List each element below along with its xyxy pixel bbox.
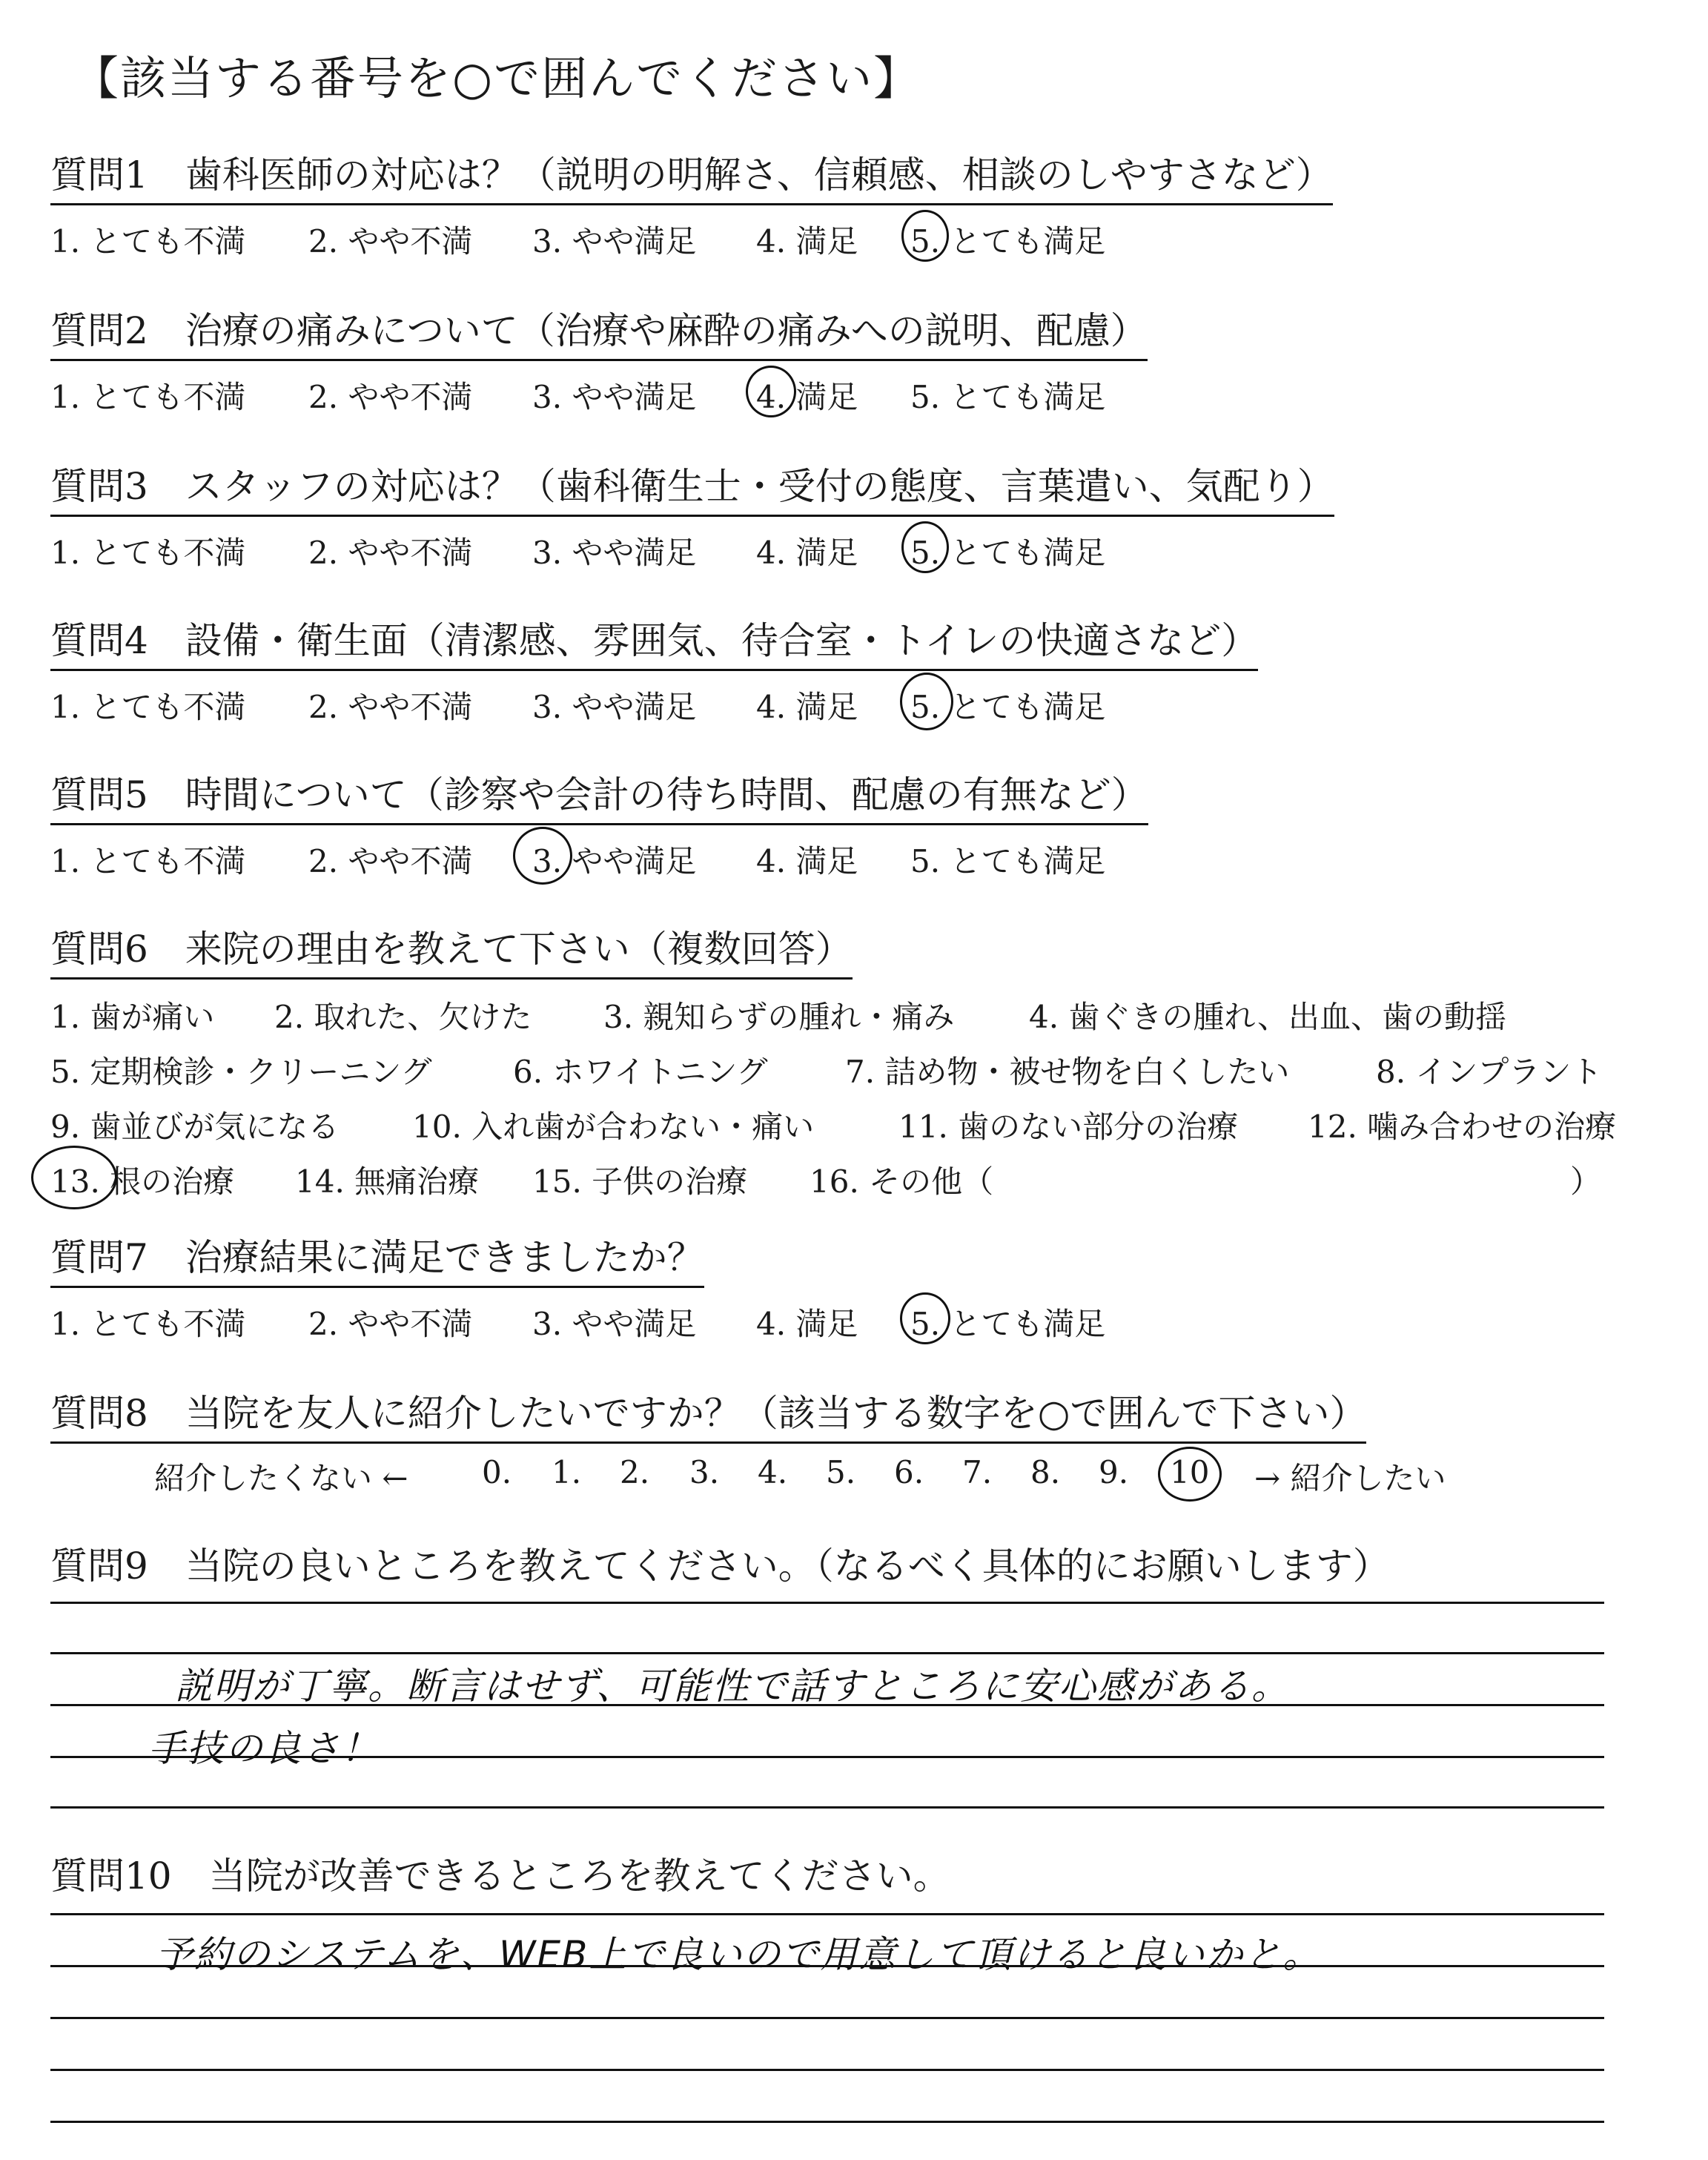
q2-option-3[interactable]: 3. やや満足 xyxy=(532,379,697,415)
q8-option-6[interactable]: 6. xyxy=(894,1454,924,1490)
q3-option-5[interactable]: 5. とても満足 xyxy=(910,535,1106,571)
q7-option-4[interactable]: 4. 満足 xyxy=(756,1306,858,1342)
q6-option-5[interactable]: 5. 定期検診・クリーニング xyxy=(50,1054,432,1090)
q8-selection-circle xyxy=(1158,1447,1222,1502)
question-7-label: 質問7 治療結果に満足できましたか？ xyxy=(50,1228,704,1288)
question-6 xyxy=(50,919,1617,1208)
question-5-label: 質問5 時間について（診察や会計の待ち時間、配慮の有無など） xyxy=(50,765,1148,825)
question-1-label: 質問1 歯科医師の対応は？（説明の明解さ、信頼感、相談のしやすさなど） xyxy=(50,145,1333,205)
q8-option-5[interactable]: 5. xyxy=(826,1454,856,1490)
question-6-label: 質問6 来院の理由を教えて下さい（複数回答） xyxy=(50,919,853,980)
q10-answer-line-3 xyxy=(50,2017,1604,2019)
question-10-label: 質問10 当院が改善できるところを教えてください。 xyxy=(50,1855,950,1898)
q5-option-3[interactable]: 3. やや満足 xyxy=(532,843,697,879)
q4-option-4[interactable]: 4. 満足 xyxy=(756,689,858,725)
q6-option-11[interactable]: 11. 歯のない部分の治療 xyxy=(898,1109,1239,1145)
question-8 xyxy=(50,1384,1446,1499)
q7-selection-circle xyxy=(900,1292,950,1344)
q5-option-2[interactable]: 2. やや不満 xyxy=(308,843,473,879)
question-9 xyxy=(50,1536,1390,1590)
question-3 xyxy=(50,457,1334,570)
q1-option-5[interactable]: 5. とても満足 xyxy=(910,223,1106,260)
q6-option-10[interactable]: 10. 入れ歯が合わない・痛い xyxy=(412,1109,815,1145)
q5-option-1[interactable]: 1. とても不満 xyxy=(50,843,246,879)
q1-option-4[interactable]: 4. 満足 xyxy=(756,223,858,260)
q3-option-1[interactable]: 1. とても不満 xyxy=(50,535,246,571)
q8-option-7[interactable]: 7. xyxy=(962,1454,993,1490)
q6-option-4[interactable]: 4. 歯ぐきの腫れ、出血、歯の動揺 xyxy=(1029,999,1506,1035)
q8-option-4[interactable]: 4. xyxy=(758,1454,788,1490)
q8-option-3[interactable]: 3. xyxy=(689,1454,720,1490)
question-4 xyxy=(50,611,1258,724)
q5-option-5[interactable]: 5. とても満足 xyxy=(910,843,1106,879)
question-7-options xyxy=(50,1300,1106,1342)
q6-option-6[interactable]: 6. ホワイトニング xyxy=(513,1054,768,1090)
q2-selection-circle xyxy=(746,366,796,417)
question-2-label: 質問2 治療の痛みについて（治療や麻酔の痛みへの説明、配慮） xyxy=(50,301,1148,361)
question-6-options xyxy=(50,988,1617,1208)
q8-right-label: → 紹介したい xyxy=(1254,1460,1446,1496)
q10-answer-line-1 xyxy=(50,1913,1604,1915)
q8-left-label: 紹介したくない ← xyxy=(154,1460,408,1496)
q10-answer-line-4 xyxy=(50,2069,1604,2071)
q4-option-3[interactable]: 3. やや満足 xyxy=(532,689,697,725)
q6-option-14[interactable]: 14. 無痛治療 xyxy=(295,1163,480,1200)
q9-answer-text-1[interactable]: 説明が丁寧。断言はせず、可能性で話すところに安心感がある。 xyxy=(175,1665,1290,1708)
q1-option-1[interactable]: 1. とても不満 xyxy=(50,223,246,260)
q9-answer-line-5 xyxy=(50,1806,1604,1809)
q4-selection-circle xyxy=(900,673,953,730)
q8-option-10[interactable]: 10 xyxy=(1170,1454,1210,1490)
q6-option-2[interactable]: 2. 取れた、欠けた xyxy=(274,999,532,1035)
q3-option-4[interactable]: 4. 満足 xyxy=(756,535,858,571)
q2-option-1[interactable]: 1. とても不満 xyxy=(50,379,246,415)
q6-option-7[interactable]: 7. 詰め物・被せ物を白くしたい xyxy=(845,1054,1290,1090)
q2-option-2[interactable]: 2. やや不満 xyxy=(308,379,473,415)
q2-option-4[interactable]: 4. 満足 xyxy=(756,379,858,415)
q10-answer-line-5 xyxy=(50,2121,1604,2123)
q8-option-9[interactable]: 9. xyxy=(1099,1454,1129,1490)
question-4-label: 質問4 設備・衛生面（清潔感、雰囲気、待合室・トイレの快適さなど） xyxy=(50,611,1258,671)
question-7 xyxy=(50,1228,1106,1342)
q6-option-1[interactable]: 1. 歯が痛い xyxy=(50,999,215,1035)
q1-option-3[interactable]: 3. やや満足 xyxy=(532,223,697,260)
question-4-options xyxy=(50,683,1258,724)
q3-selection-circle xyxy=(901,521,949,573)
question-3-options xyxy=(50,529,1334,570)
page-title: 【該当する番号を○で囲んでください】 xyxy=(73,51,921,105)
q6-option-16[interactable]: 16. その他（ xyxy=(810,1163,994,1200)
q6-option-3[interactable]: 3. 親知らずの腫れ・痛み xyxy=(603,999,955,1035)
question-2-options xyxy=(50,373,1148,415)
q6-selection-circle xyxy=(31,1146,117,1209)
q6-option-8[interactable]: 8. インプラント xyxy=(1376,1054,1603,1090)
q8-option-0[interactable]: 0. xyxy=(482,1454,512,1490)
question-1 xyxy=(50,145,1333,259)
q6-option-9[interactable]: 9. 歯並びが気になる xyxy=(50,1109,340,1145)
q8-option-1[interactable]: 1. xyxy=(552,1454,582,1490)
q10-answer-text-1[interactable]: 予約のシステムを、WEB上で良いので用意して頂けると良いかと。 xyxy=(156,1933,1322,1976)
q6-other-close-paren: ） xyxy=(1570,1163,1602,1200)
question-1-options xyxy=(50,217,1333,259)
q6-option-13[interactable]: 13. 根の治療 xyxy=(50,1163,235,1200)
q1-selection-circle xyxy=(901,210,949,262)
q7-option-5[interactable]: 5. とても満足 xyxy=(910,1306,1106,1342)
q7-option-1[interactable]: 1. とても不満 xyxy=(50,1306,246,1342)
q5-option-4[interactable]: 4. 満足 xyxy=(756,843,858,879)
q1-option-2[interactable]: 2. やや不満 xyxy=(308,223,473,260)
q3-option-2[interactable]: 2. やや不満 xyxy=(308,535,473,571)
q5-selection-circle xyxy=(513,827,572,885)
q9-answer-line-2 xyxy=(50,1652,1604,1654)
q4-option-1[interactable]: 1. とても不満 xyxy=(50,689,246,725)
q9-answer-line-1 xyxy=(50,1602,1604,1604)
q6-option-15[interactable]: 15. 子供の治療 xyxy=(532,1163,748,1200)
question-8-label: 質問8 当院を友人に紹介したいですか？（該当する数字を○で囲んで下さい） xyxy=(50,1384,1366,1444)
question-3-label: 質問3 スタッフの対応は？（歯科衛生士・受付の態度、言葉遣い、気配り） xyxy=(50,457,1334,517)
question-5 xyxy=(50,765,1148,879)
q4-option-2[interactable]: 2. やや不満 xyxy=(308,689,473,725)
q7-option-3[interactable]: 3. やや満足 xyxy=(532,1306,697,1342)
q7-option-2[interactable]: 2. やや不満 xyxy=(308,1306,473,1342)
q6-option-12[interactable]: 12. 噛み合わせの治療 xyxy=(1308,1109,1617,1145)
question-8-scale xyxy=(50,1454,1446,1499)
question-5-options xyxy=(50,837,1148,879)
q9-answer-text-2[interactable]: 手技の良さ！ xyxy=(148,1727,380,1770)
q8-option-8[interactable]: 8. xyxy=(1030,1454,1061,1490)
q2-option-5[interactable]: 5. とても満足 xyxy=(910,379,1106,415)
question-10 xyxy=(50,1846,950,1900)
question-9-label: 質問9 当院の良いところを教えてください。（なるべく具体的にお願いします） xyxy=(50,1545,1390,1588)
q8-option-2[interactable]: 2. xyxy=(620,1454,650,1490)
question-2 xyxy=(50,301,1148,415)
q4-option-5[interactable]: 5. とても満足 xyxy=(910,689,1106,725)
q3-option-3[interactable]: 3. やや満足 xyxy=(532,535,697,571)
